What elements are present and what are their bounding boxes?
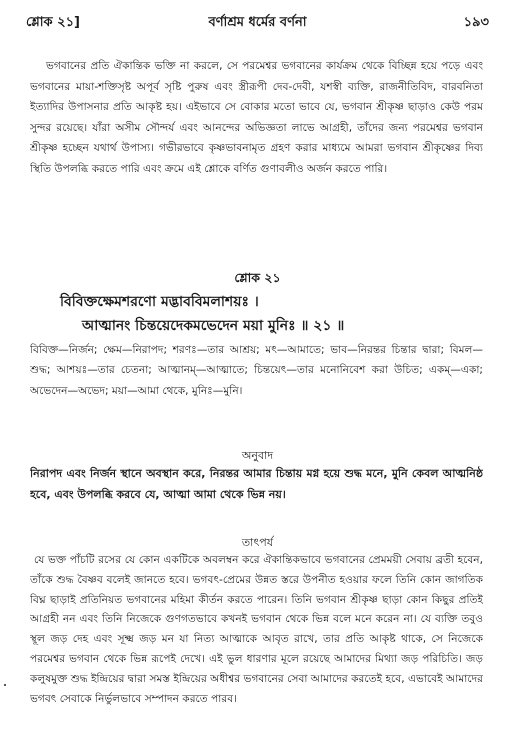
translation-heading: অনুবাদ — [241, 449, 274, 462]
purport-paragraph: যে ভক্ত পাঁচটি রসের যে কোন একটিকে অবলম্বন করে ঐকান্তিকভাবে ভগবানের প্রেমময়ী সেবায় ব্রতী হবেন, তাঁকে শুদ্ধ বৈষ্ণব বলেই জানতে হবে। ভগবৎ-প্রেমের উন্নত স্তরে উপনীত হওয়ার ফলে তিনি কোন জাগতিক বিঘ্ন ছাড়াই প্রতিনিয়ত ভগবানের মহিমা কীর্তন করতে পারেন। তিনি ভগবান শ্রীকৃষ্ণ ছাড়া কোন কিছুর প্রতিই আগ্রহী নন এবং তিনি নিজেকে গুণগতভাবে কখনই ভগবান থেকে ভিন্ন বলে মনে করেন না। যে ব্যক্তি তবুও স্থূল জড় দেহ এবং সূক্ষ্ম জড় মন যা নিত্য আত্মাকে আবৃত রাখে, তার প্রতি আকৃষ্ট থাকে, সে নিজেকে পরমেশ্বর ভগবান থেকে ভিন্ন রূপেই দেখে। এই ভুল ধারণার মূলে রয়েছে আমাদের মিথ্যা জড় পরিচিতি। জড় কলুষমুক্ত শুদ্ধ ইন্দ্রিয়ের দ্বারা সমস্ত ইন্দ্রিয়ের অধীশ্বর ভগবানের সেবা আমাদের করতেই হবে, এভাবেই আমাদের ভগবৎ সেবাকে নির্ভুলভাবে সম্পাদন করতে পারব। — [30, 554, 483, 705]
margin-speck — [4, 684, 6, 686]
page-number: ১৯৩ — [463, 15, 489, 30]
synonyms-paragraph: বিবিক্ত—নির্জন; ক্ষেম—নিরাপদ; শরণঃ—তার আশ্রয়; মৎ—আমাতে; ভাব—নিরন্তর চিন্তার দ্বারা; বিমল—শুদ্ধ; আশয়ঃ—তার চেতনা; আত্মানম্—আত্মাতে; চিন্তয়েৎ—তার মনোনিবেশ করা উচিত; একম্—একা; অভেদেন—অভেদ; ময়া—আমা থেকে, মুনিঃ—মুনি। — [30, 344, 483, 397]
shloka-title: শ্লোক ২১ — [234, 270, 281, 285]
translation-paragraph: নিরাপদ এবং নির্জন স্থানে অবস্থান করে, নিরন্তর আমার চিন্তায় মগ্ন হয়ে শুদ্ধ মনে, মুনি কেবল আত্মনিষ্ঠ হবে, এবং উপলব্ধি করবে যে, আত্মা আমা থেকে ভিন্ন নয়। — [30, 467, 483, 501]
purport-heading: তাৎপর্য — [241, 536, 274, 549]
verse-line-2: আত্মানং চিন্তয়েদেকমভেদেন ময়া মুনিঃ ॥ ২১ ॥ — [82, 318, 345, 334]
intro-paragraph: ভগবানের প্রতি ঐকান্তিক ভক্তি না করলে, সে পরমেশ্বর ভগবানের কার্যক্রম থেকে বিচ্ছিন্ন হয়ে পড়ে এবং ভগবানের মায়া-শক্তিসৃষ্ট অপূর্ব সৃষ্টি পুরুষ এবং স্ত্রীরূপী দেব-দেবী, যশস্বী ব্যক্তি, রাজনীতিবিদ, বারবনিতা ইত্যাদির উপাসনার প্রতি আকৃষ্ট হয়। এইভাবে সে বোকার মতো ভাবে যে, ভগবান শ্রীকৃষ্ণ ছাড়াও কেউ পরম সুন্দর রয়েছে। যাঁরা অসীম সৌন্দর্য এবং আনন্দের অভিজ্ঞতা লাভে আগ্রহী, তাঁদের জন্য পরমেশ্বর ভগবান শ্রীকৃষ্ণ হচ্ছেন যথার্থ উপাস্য। গভীরভাবে কৃষ্ণভাবনামৃত গ্রহণ করার মাধ্যমে আমরা ভগবান শ্রীকৃষ্ণের দিব্য স্থিতি উপলব্ধি করতে পারি এবং ক্রমে এই শ্লোকে বর্ণিত গুণাবলীও অর্জন করতে পারি। — [30, 60, 483, 175]
header-chapter-title: বর্ণাশ্রম ধর্মের বর্ণনা — [208, 15, 307, 30]
verse-line-1: বিবিক্তক্ষেমশরণো মদ্ভাববিমলাশয়ঃ । — [60, 294, 259, 310]
header-verse-ref: শ্লোক ২১] — [26, 15, 80, 30]
page-header — [26, 13, 489, 35]
